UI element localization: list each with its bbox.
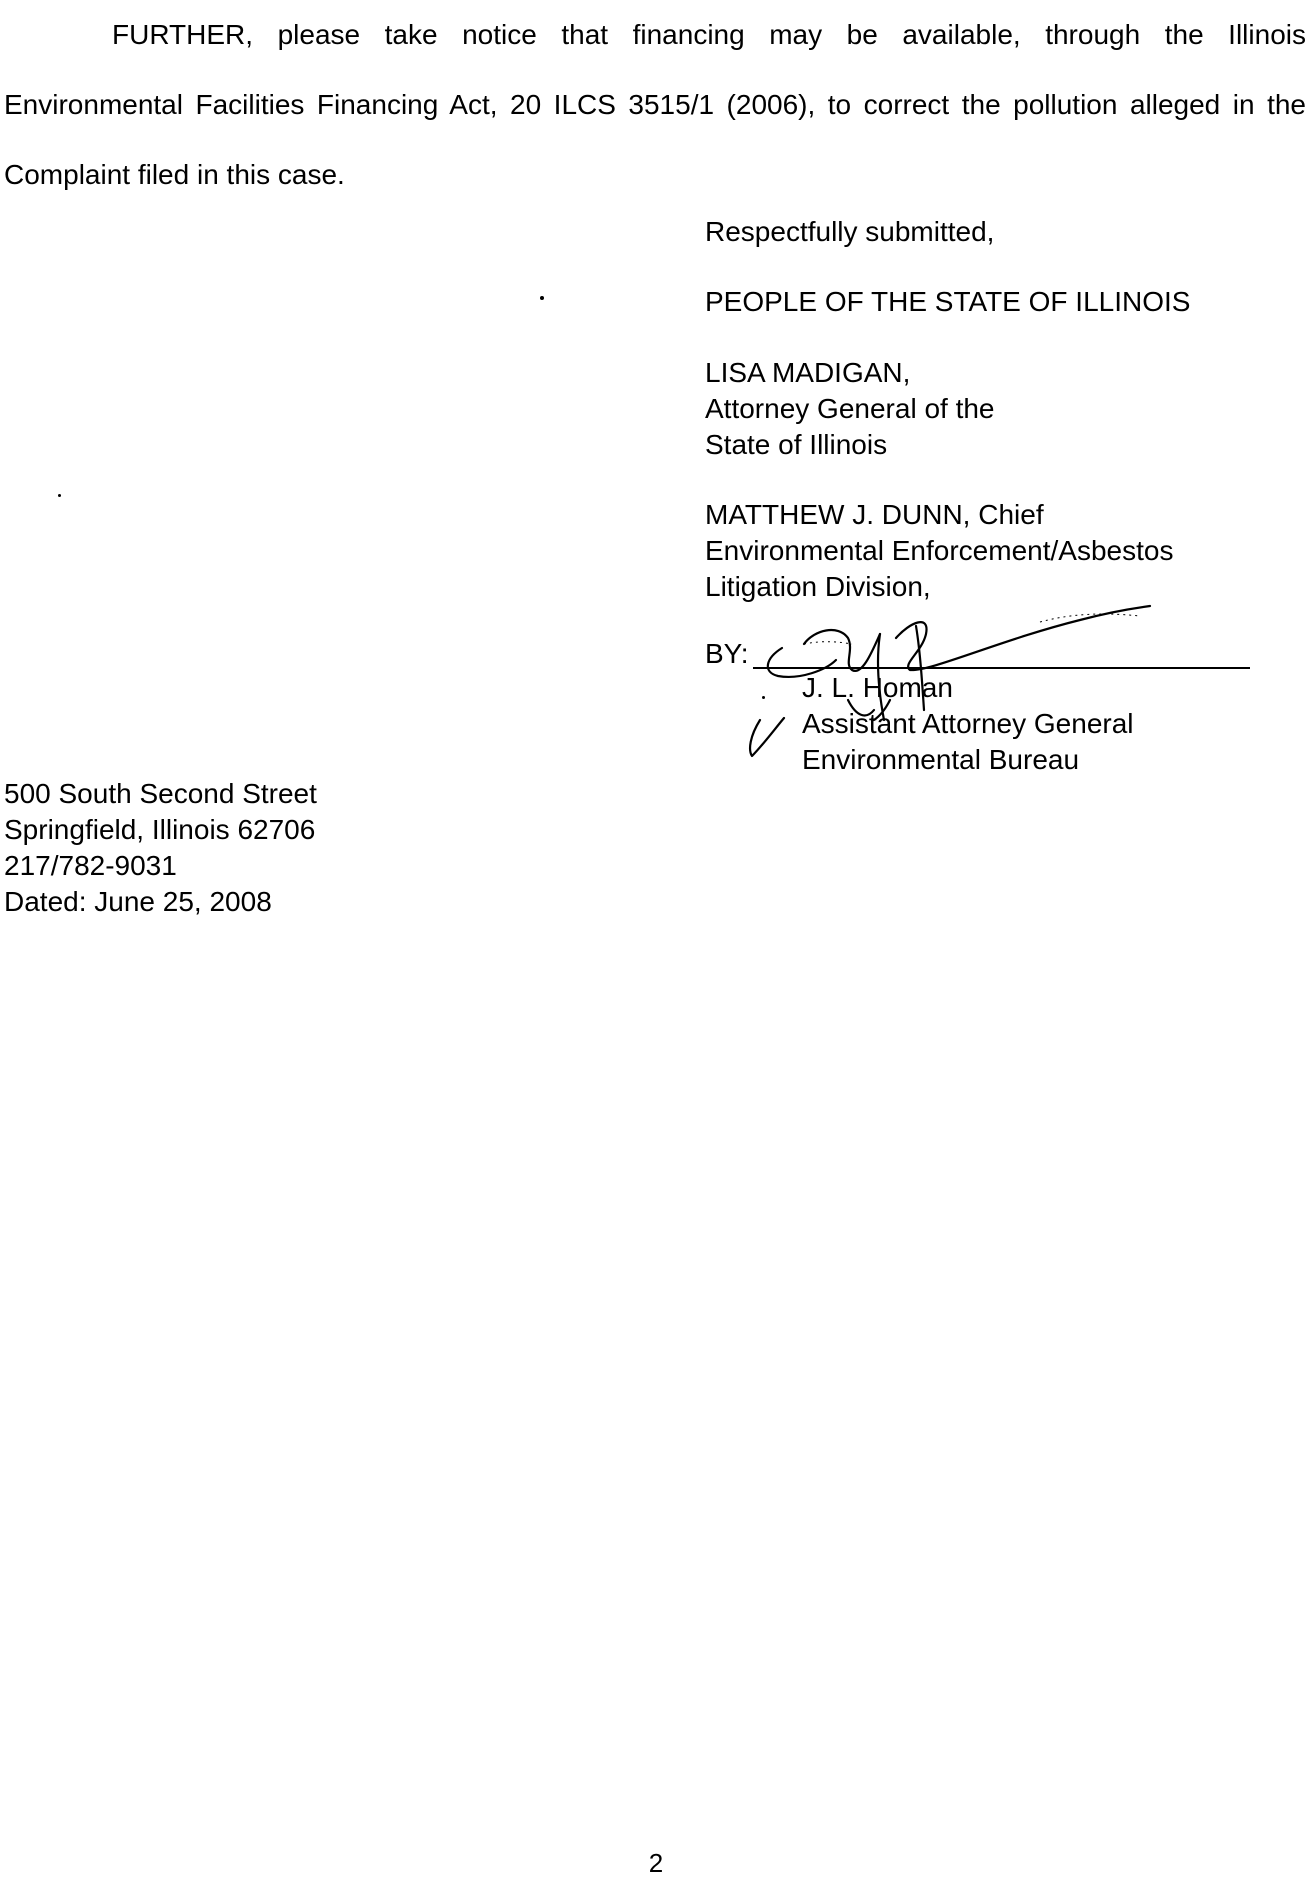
- address-dated: Dated: June 25, 2008: [4, 886, 272, 917]
- attorney-general-title-line1: Attorney General of the: [705, 393, 995, 424]
- address-block: [4, 776, 317, 920]
- signer-block: [802, 670, 1134, 778]
- signature-rule: [753, 667, 1250, 669]
- scan-speck: [58, 494, 61, 497]
- party-name: PEOPLE OF THE STATE OF ILLINOIS: [705, 286, 1191, 317]
- signer-name: J. L. Homan: [802, 672, 953, 703]
- notice-paragraph: FURTHER, please take notice that financing may be available, through the Illinois Environmental Facilities Financing Act, 20 ILCS 3515/1 (2006), to correct the pollution alleged in the Complaint filed in this case.: [4, 19, 1306, 190]
- closing-text: Respectfully submitted,: [705, 216, 995, 247]
- attorney-general-title-line2: State of Illinois: [705, 429, 888, 460]
- signer-title: Assistant Attorney General: [802, 708, 1134, 739]
- attorney-general-name: LISA MADIGAN,: [705, 357, 911, 388]
- page-number: 2: [648, 1848, 664, 1878]
- address-city: Springfield, Illinois 62706: [4, 814, 316, 845]
- scan-speck: [762, 696, 765, 699]
- division-line2: Litigation Division,: [705, 571, 931, 602]
- address-phone: 217/782-9031: [4, 850, 177, 881]
- scan-speck: [540, 296, 544, 300]
- division-line1: Environmental Enforcement/Asbestos: [705, 535, 1174, 566]
- signer-bureau: Environmental Bureau: [802, 744, 1080, 775]
- address-street: 500 South Second Street: [4, 778, 317, 809]
- by-label: BY:: [705, 638, 749, 669]
- division-chief-name: MATTHEW J. DUNN, Chief: [705, 499, 1044, 530]
